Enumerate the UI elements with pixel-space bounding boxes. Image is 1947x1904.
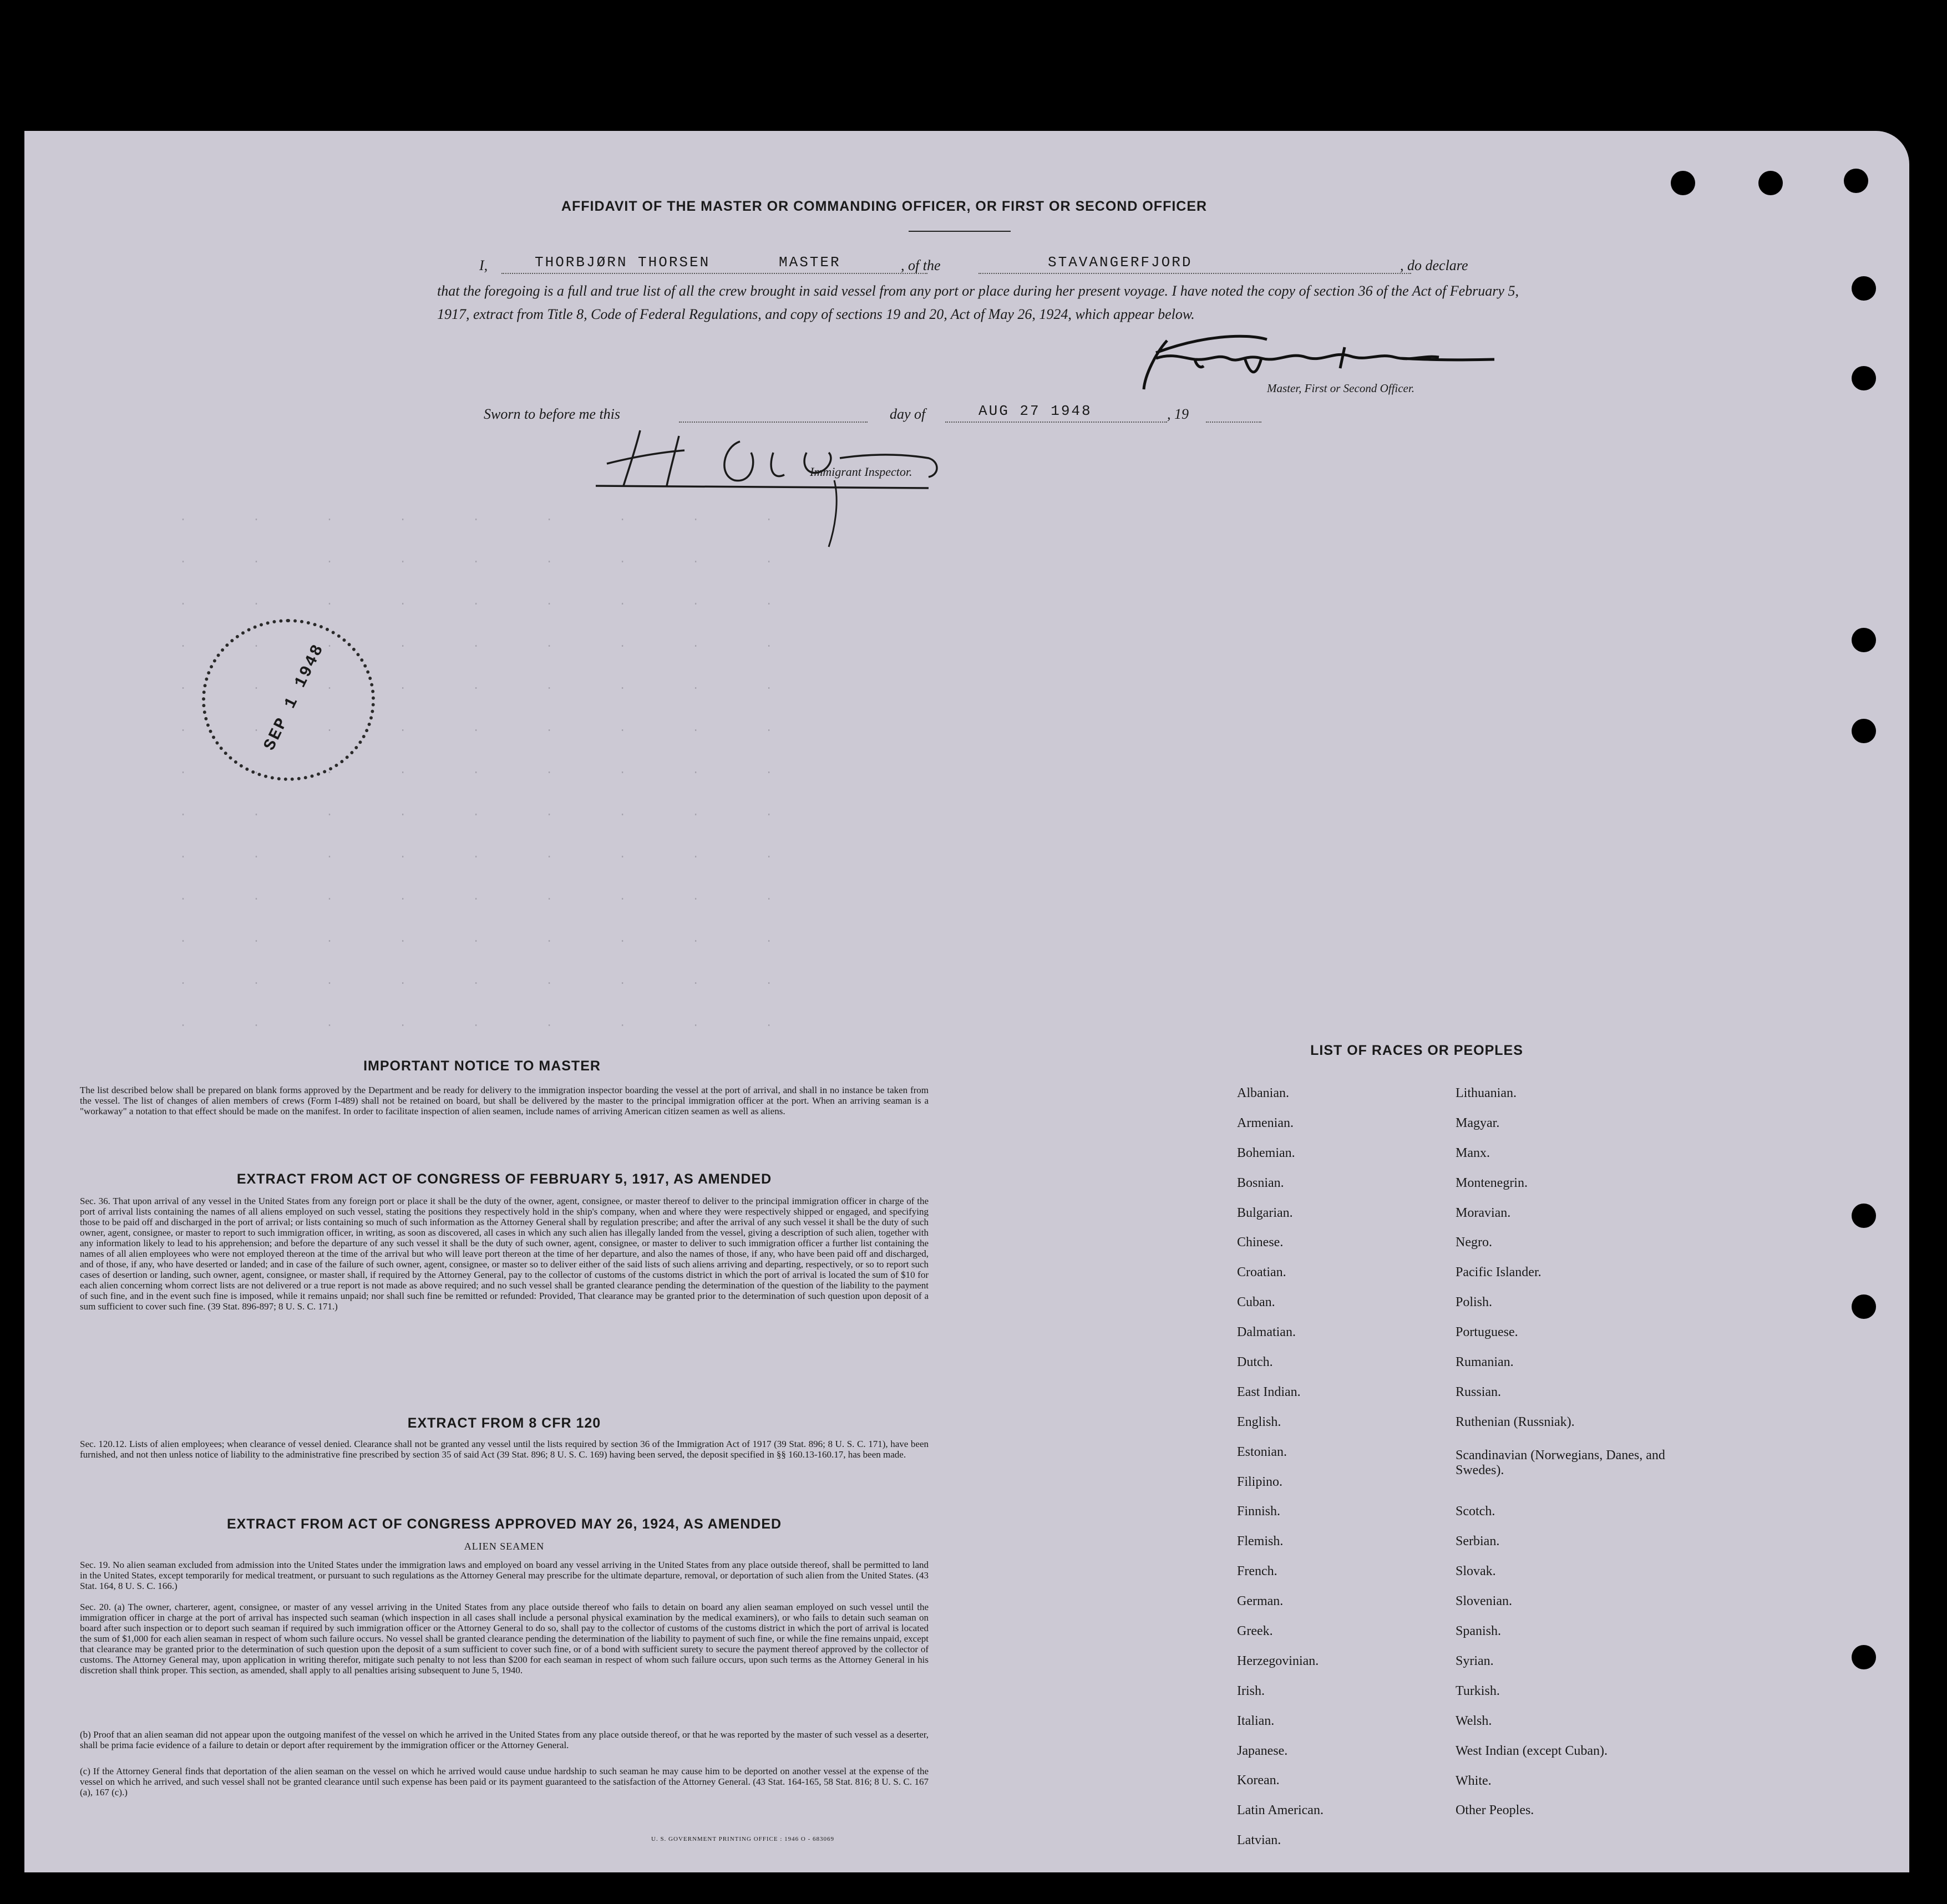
stamp-date: SEP 1 1948	[260, 641, 329, 754]
race-item: Welsh.	[1456, 1713, 1492, 1728]
race-item: Latvian.	[1237, 1833, 1281, 1848]
extract-1917-title: EXTRACT FROM ACT OF CONGRESS OF FEBRUARY 5, 1917, AS AMENDED	[236, 1171, 772, 1187]
race-item: Negro.	[1456, 1235, 1492, 1250]
extract-8cfr-title: EXTRACT FROM 8 CFR 120	[407, 1415, 601, 1431]
date-fill-line	[945, 422, 1167, 423]
punch-hole	[1852, 1204, 1876, 1228]
form-page	[24, 131, 1909, 1872]
race-item: White.	[1456, 1773, 1492, 1788]
punch-hole	[1852, 366, 1876, 390]
race-item: Lithuanian.	[1456, 1086, 1517, 1100]
race-item: Moravian.	[1456, 1205, 1511, 1220]
notice-text: The list described below shall be prepared on blank forms approved by the Department and be ready for delivery to the immigration inspector boarding the vessel at the port of arrival, and shall in no instance be taken from the vessel. The list of changes of alien members of crews (Form I-489) shall not be retained on board, but shall be delivered by the master to the principal immigration officer at the port. When an arriving seaman is a "workaway" a notation to that effect should be made on the manifest. In order to facilitate inspection of alien seamen, include names of arriving American citizen seamen as well as aliens.	[80, 1085, 929, 1116]
race-item: Bosnian.	[1237, 1175, 1284, 1190]
year-fill-line	[1206, 422, 1261, 423]
master-name-field: THORBJØRN THORSEN	[535, 254, 711, 271]
year-suffix: , 19	[1167, 406, 1189, 422]
extract-8cfr-text: Sec. 120.12. Lists of alien employees; when clearance of vessel denied. Clearance shall not be granted any vessel until the lists required by section 36 of the Immigration Act of 1917 (39 Stat. 896; 8 U. S. C. 171), have been furnished, and not then unless notice of liability to the administrative fine prescribed by section 35 of said Act (39 Stat. 896; 8 U. S. C. 169) having been served, the deposit specified in §§ 160.13-160.17, has been made.	[80, 1439, 929, 1460]
bleed-through-text: . . . . . . . . . . . . . . . . . . . . . . . . . . . . . . . . . . . . . . . . . . . . . . . . . . . . . . . . . . . . . . . . . . . . . . . . . . . . . . . . . . . . . . . . . . . . . . . . . . . . . . . . . . . . . . . . . . . . .	[180, 511, 773, 1030]
extract-1924-sec20b: (b) Proof that an alien seaman did not appear upon the outgoing manifest of the vessel on which he arrived in the United States from any place outside thereof, or that he was reported by the master of such vessel as a deserter, shall be prima facie evidence of a failure to detain or deport after requirement by the immigration officer or the Attorney General.	[80, 1729, 929, 1750]
affidavit-title: AFFIDAVIT OF THE MASTER OR COMMANDING OFFICER, OR FIRST OR SECOND OFFICER	[561, 199, 1208, 214]
race-item: East Indian.	[1237, 1384, 1301, 1399]
race-item: Filipino.	[1237, 1474, 1283, 1489]
race-item: Syrian.	[1456, 1653, 1494, 1668]
punch-hole	[1671, 171, 1695, 195]
extract-1924-title: EXTRACT FROM ACT OF CONGRESS APPROVED MAY 26, 1924, AS AMENDED	[226, 1516, 782, 1532]
race-item: Serbian.	[1456, 1534, 1500, 1549]
port-stamp	[202, 619, 375, 781]
race-item: Irish.	[1237, 1683, 1265, 1698]
notice-title: IMPORTANT NOTICE TO MASTER	[363, 1058, 601, 1074]
race-item: Cuban.	[1237, 1295, 1275, 1310]
race-item: German.	[1237, 1594, 1284, 1609]
punch-hole	[1852, 628, 1876, 652]
race-item: Armenian.	[1237, 1115, 1294, 1130]
extract-1924-sec20a: Sec. 20. (a) The owner, charterer, agent, consignee, or master of any vessel arriving in the United States from any place outside thereof who fails to detain on board any alien seaman employed on such vessel until the immigration officer in charge at the port of arrival has inspected such seaman (which inspection in all cases shall include a personal physical examination by the medical examiners), or who fails to detain such seaman on board after such inspection or to deport such seaman if required by such immigration officer or the Attorney General to do so, shall pay to the collector of customs of the customs district in which the port of arrival is located the sum of $1,000 for each alien seaman in respect of whom such failure occurs. No vessel shall be granted clearance pending the determination of the liability to payment of such fine, or while the fine remains unpaid, except that clearance may be granted prior to the determination of such question upon the deposit of a sum sufficient to cover such fine, or of a bond with sufficient surety to secure the payment thereof approved by the collector of customs. The Attorney General may, upon application in writing therefor, mitigate such penalty to not less than $200 for each seaman in respect of whom such failure occurs, upon such terms as the Attorney General in his discretion shall think proper. This section, as amended, shall apply to all penalties arising subsequent to June 5, 1940.	[80, 1602, 929, 1675]
punch-hole	[1852, 1294, 1876, 1319]
day-of-label: day of	[890, 406, 926, 422]
race-item: Dutch.	[1237, 1355, 1273, 1370]
race-item: Portuguese.	[1456, 1325, 1518, 1340]
races-right-column	[1456, 1086, 1689, 1833]
race-item: Ruthenian (Russniak).	[1456, 1414, 1575, 1429]
affidavit-body: that the foregoing is a full and true list of all the crew brought in said vessel from any port or place during her present voyage. I have noted the copy of section 36 of the Act of February 5, 1917, extract from Title 8, Code of Federal Regulations, and copy of sections 19 and 20, Act of May 26, 1924, which appear below.	[437, 283, 1519, 322]
do-declare-label: , do declare	[1400, 257, 1468, 273]
race-item: Albanian.	[1237, 1086, 1289, 1100]
extract-1917-text: Sec. 36. That upon arrival of any vessel in the United States from any foreign port or place it shall be the duty of the owner, agent, consignee, or master thereof to deliver to the principal immigration officer in charge of the port of arrival lists containing the names of all aliens employed on such vessel, stating the positions they respectively hold in the ship's company, when and where they were respectively shipped or engaged, and specifying those to be paid off and discharged in the port of arrival; or lists containing so much of such information as the Attorney General shall by regulation prescribe; and after the arrival of any such vessel it shall be the duty of such owner, agent, consignee, or master to report to such immigration officer, in writing, as soon as discovered, all cases in which any such alien has illegally landed from the vessel, giving a description of such alien, together with any information likely to lead to his apprehension; and before the departure of any such vessel it shall be the duty of such owner, agent, consignee, or master to deliver to such immigration officer a further list containing the names of all alien employees who were not employed thereon at the time of the arrival but who will leave port thereon at the time of her departure, and also the names of those, if any, who have been paid off and discharged, and of those, if any, who have deserted or landed; and in case of the failure of such owner, agent, consignee, or master so to deliver either of the said lists of such aliens arriving and departing, respectively, or so to report such cases of desertion or landing, such owner, agent, consignee, or master shall, if required by the Attorney General, pay to the collector of customs of the customs district in which the port of arrival is located the sum of $10 for each alien concerning whom correct lists are not delivered or a true report is not made as above required; and no such vessel shall be granted clearance pending the determination of the question of the liability to the payment of such fine, and in the event such fine is imposed, while it remains unpaid; nor shall such fine be remitted or refunded: Provided, That clearance may be granted prior to the determination of such question upon deposit of a sum sufficient to cover such fine. (39 Stat. 896-897; 8 U. S. C. 171.)	[80, 1196, 929, 1312]
printer-imprint: U. S. GOVERNMENT PRINTING OFFICE : 1946 O - 683069	[651, 1836, 835, 1842]
of-the-label: , of the	[901, 257, 941, 273]
inspector-signature	[574, 419, 962, 552]
rank-field: MASTER	[779, 254, 841, 271]
race-item: Korean.	[1237, 1773, 1280, 1788]
name-fill-line	[501, 273, 927, 274]
affidavit-line1-prefix: I,	[479, 257, 488, 273]
race-item: Russian.	[1456, 1384, 1502, 1399]
race-item: Dalmatian.	[1237, 1325, 1296, 1340]
race-item: Turkish.	[1456, 1683, 1500, 1698]
race-item: Slovak.	[1456, 1564, 1496, 1579]
master-caption: Master, First or Second Officer.	[1267, 382, 1414, 395]
race-item: Greek.	[1237, 1624, 1273, 1639]
race-item: Manx.	[1456, 1145, 1490, 1160]
punch-hole	[1852, 276, 1876, 301]
race-item: Latin American.	[1237, 1803, 1324, 1818]
race-item: French.	[1237, 1564, 1277, 1579]
punch-hole	[1844, 169, 1868, 193]
race-item: Slovenian.	[1456, 1594, 1512, 1609]
race-item: Chinese.	[1237, 1235, 1284, 1250]
race-item: Rumanian.	[1456, 1355, 1514, 1370]
race-item: Flemish.	[1237, 1534, 1284, 1549]
title-rule	[909, 231, 1011, 232]
alien-seamen-subtitle: ALIEN SEAMEN	[464, 1541, 545, 1552]
race-item: Japanese.	[1237, 1743, 1288, 1758]
race-item: Estonian.	[1237, 1444, 1287, 1459]
vessel-field: STAVANGERFJORD	[1048, 254, 1193, 271]
race-item: Pacific Islander.	[1456, 1265, 1542, 1280]
race-item: Polish.	[1456, 1295, 1493, 1310]
race-item: Magyar.	[1456, 1115, 1500, 1130]
race-item: Montenegrin.	[1456, 1175, 1528, 1190]
race-item: West Indian (except Cuban).	[1456, 1743, 1608, 1758]
inspector-caption: Immigrant Inspector.	[810, 465, 912, 479]
sworn-label: Sworn to before me this	[484, 406, 621, 422]
race-item: Finnish.	[1237, 1504, 1281, 1519]
race-item: Spanish.	[1456, 1624, 1502, 1639]
race-item: Other Peoples.	[1456, 1803, 1534, 1818]
race-item: English.	[1237, 1414, 1281, 1429]
races-left-column	[1237, 1086, 1324, 1863]
extract-1924-sec19: Sec. 19. No alien seaman excluded from admission into the United States under the immigration laws and employed on board any vessel arriving in the United States from any place outside thereof, shall be permitted to land in the United States, except temporarily for medical treatment, or pursuant to such regulations as the Attorney General may prescribe for the ultimate departure, removal, or deportation of such alien from the United States. (43 Stat. 164, 8 U. S. C. 166.)	[80, 1560, 929, 1591]
punch-hole	[1852, 719, 1876, 743]
sworn-date-field: AUG 27 1948	[978, 403, 1092, 419]
vessel-fill-line	[978, 273, 1411, 274]
race-item: Herzegovinian.	[1237, 1653, 1319, 1668]
races-title: LIST OF RACES OR PEOPLES	[1310, 1043, 1523, 1058]
punch-hole	[1758, 171, 1783, 195]
race-item: Bulgarian.	[1237, 1205, 1293, 1220]
race-item: Scotch.	[1456, 1504, 1495, 1519]
punch-hole	[1852, 1645, 1876, 1669]
race-item: Scandinavian (Norwegians, Danes, and Swedes).	[1456, 1448, 1665, 1477]
extract-1924-sec20c: (c) If the Attorney General finds that deportation of the alien seaman on the vessel on which he arrived would cause undue hardship to such seaman he may cause him to be deported on another vessel at the expense of the vessel on which he arrived, and such vessel shall not be granted clearance until such expense has been paid or its payment guaranteed to the satisfaction of the Attorney General. (43 Stat. 164-165, 58 Stat. 816; 8 U. S. C. 167 (a), 167 (c).)	[80, 1766, 929, 1798]
race-item: Italian.	[1237, 1713, 1275, 1728]
race-item: Croatian.	[1237, 1265, 1286, 1280]
race-item: Bohemian.	[1237, 1145, 1295, 1160]
